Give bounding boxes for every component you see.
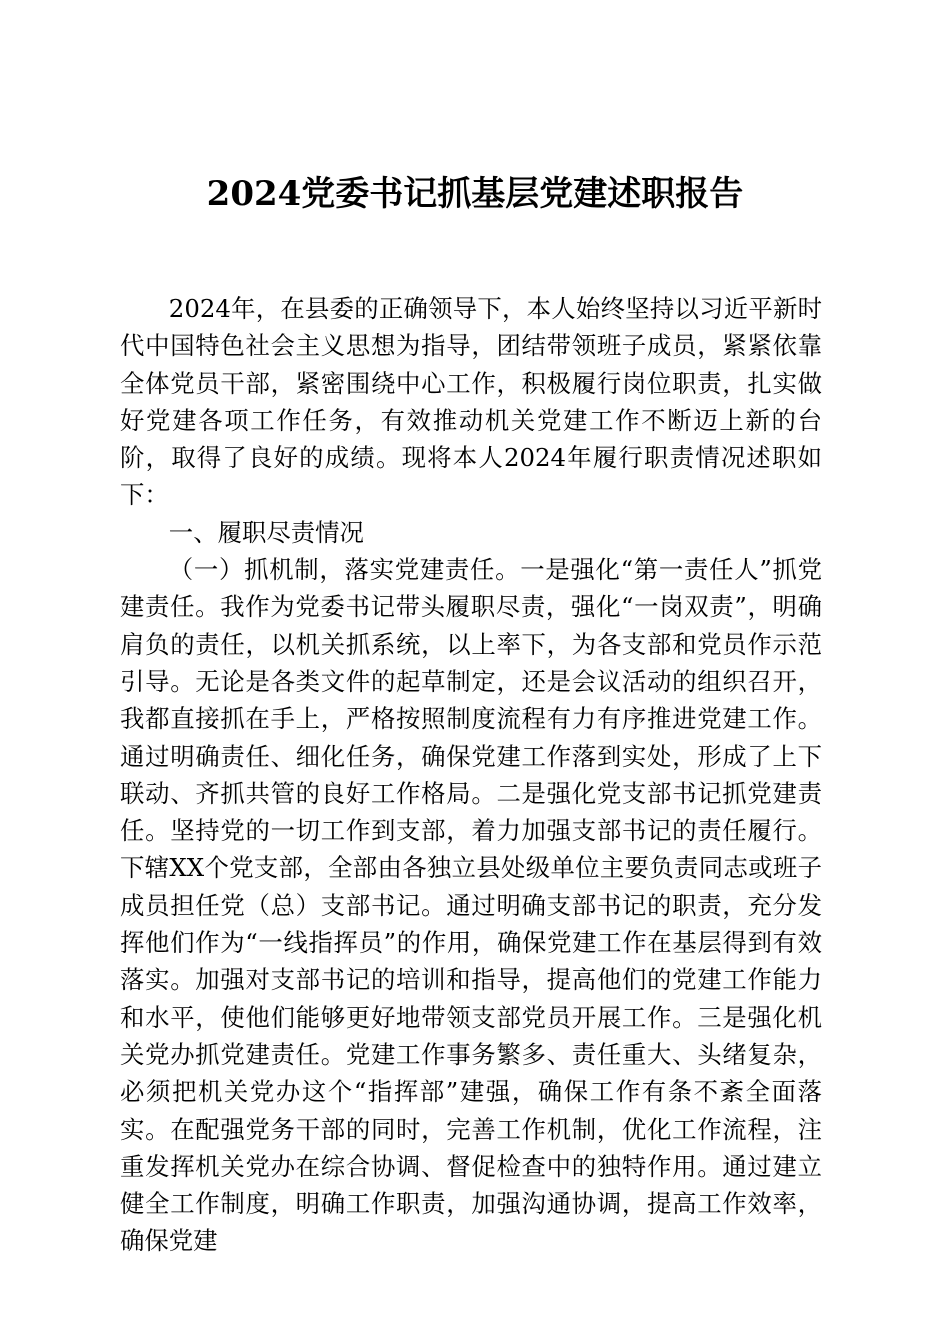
intro-paragraph: 2024年，在县委的正确领导下，本人始终坚持以习近平新时代中国特色社会主义思想为指导，团结带领班子成员，紧紧依靠全体党员干部，紧密围绕中心工作，积极履行岗位职责，扎实做好党建各项工作任务，有效推动机关党建工作不断迈上新的台阶，取得了良好的成绩。现将本人2024年履行职责情况述职如下： <box>120 294 822 510</box>
section-paragraph: （一）抓机制，落实党建责任。一是强化“第一责任人”抓党建责任。我作为党委书记带头履职尽责，强化“一岗双责”，明确肩负的责任，以机关抓系统，以上率下，为各支部和党员作示范引导。无论是各类文件的起草制定，还是会议活动的组织召开，我都直接抓在手上，严格按照制度流程有力有序推进党建工作。通过明确责任、细化任务，确保党建工作落到实处，形成了上下联动、齐抓共管的良好工作格局。二是强化党支部书记抓党建责任。坚持党的一切工作到支部，着力加强支部书记的责任履行。下辖XX个党支部，全部由各独立县处级单位主要负责同志或班子成员担任党（总）支部书记。通过明确支部书记的职责，充分发挥他们作为“一线指挥员”的作用，确保党建工作在基层得到有效落实。加强对支部书记的培训和指导，提高他们的党建工作能力和水平，使他们能够更好地带领支部党员开展工作。三是强化机关党办抓党建责任。党建工作事务繁多、责任重大、头绪复杂，必须把机关党办这个“指挥部”建强，确保工作有条不紊全面落实。在配强党务干部的同时，完善工作机制，优化工作流程，注重发挥机关党办在综合协调、督促检查中的独特作用。通过建立健全工作制度，明确工作职责，加强沟通协调，提高工作效率，确保党建 <box>120 555 822 1256</box>
section-heading: 一、履职尽责情况 <box>168 517 364 547</box>
document-title: 2024党委书记抓基层党建述职报告 <box>206 174 744 214</box>
document-body <box>120 290 822 1260</box>
